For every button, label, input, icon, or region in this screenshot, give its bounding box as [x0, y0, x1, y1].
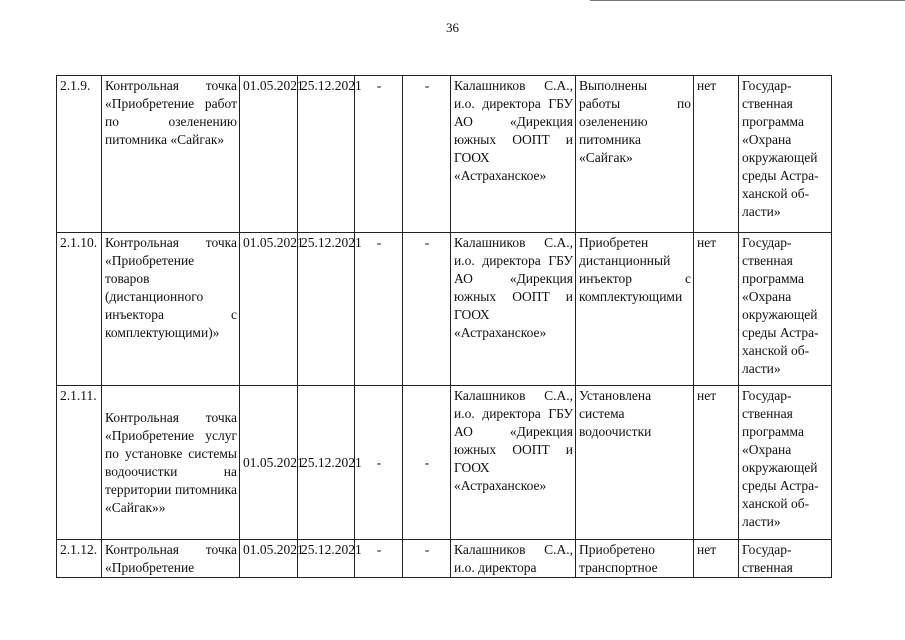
result-description: Установлена система водоочистки: [576, 386, 694, 540]
flag-cell: нет: [694, 540, 739, 578]
responsible-person: Калашников С.А., и.о. директора ГБУ АО «Дирекция южных ООПТ и ГООХ «Астраханское»: [451, 76, 576, 233]
program-name: Государ- ственная программа «Охрана окружающей среды Астра- ханской об- ласти»: [739, 233, 832, 386]
control-points-table: [56, 75, 832, 578]
start-date: 01.05.2021: [240, 540, 298, 578]
end-date: 25.12.2021: [298, 233, 355, 386]
responsible-person: Калашников С.А., и.о. директора: [451, 540, 576, 578]
table-row: [57, 76, 832, 233]
end-date: 25.12.2021: [298, 76, 355, 233]
dash-cell: -: [403, 233, 451, 386]
program-name: Государ- ственная: [739, 540, 832, 578]
dash-cell: -: [355, 540, 403, 578]
start-date: 01.05.2021: [240, 386, 298, 540]
dash-cell: -: [355, 386, 403, 540]
page-number: 36: [446, 20, 459, 35]
responsible-person: Калашников С.А., и.о. директора ГБУ АО «Дирекция южных ООПТ и ГООХ «Астраханское»: [451, 386, 576, 540]
flag-cell: нет: [694, 386, 739, 540]
control-point-name: Контрольная точка «Приобретение услуг по установке системы водоочистки на территории питомника «Сайгак»»: [102, 386, 240, 540]
table-row: [57, 540, 832, 578]
responsible-person: Калашников С.А., и.о. директора ГБУ АО «Дирекция южных ООПТ и ГООХ «Астраханское»: [451, 233, 576, 386]
program-name: Государ- ственная программа «Охрана окружающей среды Астра- ханской об- ласти»: [739, 76, 832, 233]
row-number: 2.1.11.: [57, 386, 102, 540]
table-row: [57, 386, 832, 540]
result-description: Выполнены работы по озеленению питомника «Сайгак»: [576, 76, 694, 233]
flag-cell: нет: [694, 76, 739, 233]
row-number: 2.1.10.: [57, 233, 102, 386]
dash-cell: -: [403, 386, 451, 540]
table-row: [57, 233, 832, 386]
dash-cell: -: [355, 76, 403, 233]
flag-cell: нет: [694, 233, 739, 386]
result-description: Приобретено транспортное: [576, 540, 694, 578]
program-name: Государ- ственная программа «Охрана окружающей среды Астра- ханской об- ласти»: [739, 386, 832, 540]
start-date: 01.05.2021: [240, 76, 298, 233]
start-date: 01.05.2021: [240, 233, 298, 386]
dash-cell: -: [355, 233, 403, 386]
dash-cell: -: [403, 540, 451, 578]
control-point-name: Контрольная точка «Приобретение товаров (дистанционного инъектора с комплектующими)»: [102, 233, 240, 386]
dash-cell: -: [403, 76, 451, 233]
control-point-name: Контрольная точка «Приобретение: [102, 540, 240, 578]
row-number: 2.1.9.: [57, 76, 102, 233]
end-date: 25.12.2021: [298, 386, 355, 540]
header-rule: [590, 0, 905, 1]
end-date: 25.12.2021: [298, 540, 355, 578]
control-point-name: Контрольная точка «Приобретение работ по озеленению питомника «Сайгак»: [102, 76, 240, 233]
result-description: Приобретен дистанционный инъектор с комплектующими: [576, 233, 694, 386]
row-number: 2.1.12.: [57, 540, 102, 578]
